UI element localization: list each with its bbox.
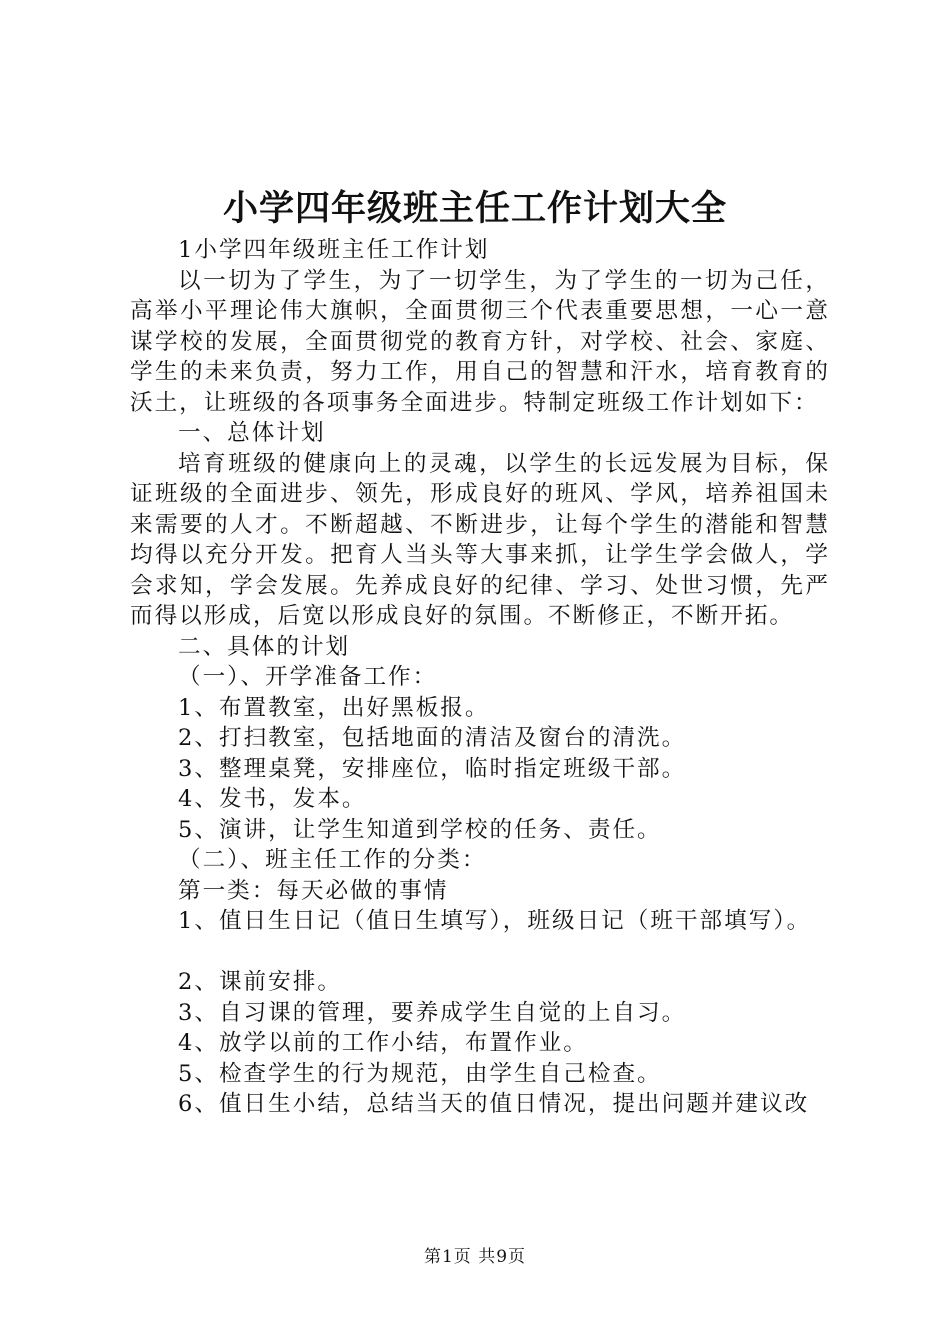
category-heading: 第一类：每天必做的事情 [178,877,449,904]
list-item: 5、检查学生的行为规范，由学生自己检查。 [178,1060,662,1087]
list-item: 4、放学以前的工作小结，布置作业。 [178,1030,588,1056]
document-title: 小学四年级班主任工作计划大全 [222,189,727,229]
section-heading: 一、总体计划 [178,420,326,446]
blank-line [130,937,830,968]
list-item: 4、发书，发本。 [178,786,367,812]
section-heading: 1小学四年级班主任工作计划 [178,237,490,263]
list-item: 2、课前安排。 [178,969,342,995]
list-item: 6、值日生小结，总结当天的值日情况，提出问题并建议改 [178,1091,810,1117]
list-item: 1、布置教室，出好黑板报。 [178,694,490,721]
list-item: 5、演讲，让学生知道到学校的任务、责任。 [178,816,662,843]
document-body [130,235,830,1120]
list-item: 2、打扫教室，包括地面的清洁及窗台的清洗。 [178,725,687,751]
page-footer: 第1页 共9页 [423,1247,527,1267]
subsection-heading: （一）、开学准备工作： [178,664,438,690]
paragraph: 培育班级的健康向上的灵魂，以学生的长远发展为目标，保证班级的全面进步、领先，形成良好的班风、学风，培养祖国未来需要的人才。不断超越、不断进步，让每个学生的潜能和智慧均得以充分开发。把育人当头等大事来抓，让学生学会做人，学会求知，学会发展。先养成良好的纪律、学习、处世习惯，先严而得以形成，后宽以形成良好的氛围。不断修正，不断开拓。 [130,450,830,629]
section-heading: 二、具体的计划 [178,633,351,660]
list-item: 1、值日生日记（值日生填写），班级日记（班干部填写）。 [178,908,812,934]
list-item: 3、整理桌凳，安排座位，临时指定班级干部。 [178,755,687,782]
list-item: 3、自习课的管理，要养成学生自觉的上自习。 [178,999,687,1026]
paragraph: 以一切为了学生，为了一切学生，为了学生的一切为己任，高举小平理论伟大旗帜，全面贯彻三个代表重要思想，一心一意谋学校的发展，全面贯彻党的教育方针，对学校、社会、家庭、学生的未来负责，努力工作，用自己的智慧和汗水，培育教育的沃土，让班级的各项事务全面进步。特制定班级工作计划如下： [130,267,830,416]
subsection-heading: （二）、班主任工作的分类： [178,847,487,873]
